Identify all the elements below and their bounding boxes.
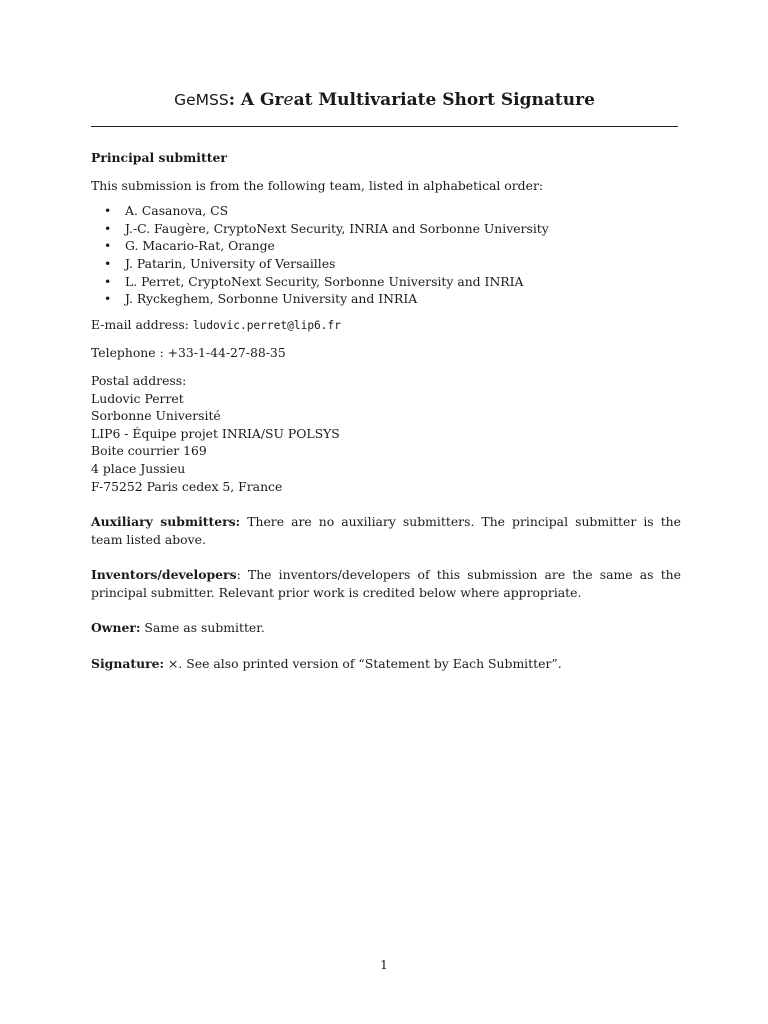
inventors-heading: Inventors/developers bbox=[91, 567, 237, 583]
postal-address-line: F-75252 Paris cedex 5, France bbox=[91, 478, 283, 494]
email-label: E-mail address: bbox=[91, 316, 193, 332]
telephone-line: Telephone : +33-1-44-27-88-35 bbox=[91, 345, 286, 361]
postal-address-line: Sorbonne Université bbox=[91, 408, 221, 424]
postal-address bbox=[91, 372, 681, 495]
title-rule bbox=[91, 126, 678, 127]
inventors-paragraph bbox=[91, 566, 681, 601]
email-line bbox=[91, 316, 681, 335]
list-item bbox=[104, 273, 681, 291]
owner-heading: Owner: bbox=[91, 620, 141, 636]
bullet-icon: • bbox=[104, 203, 112, 219]
postal-address-line: Boite courrier 169 bbox=[91, 443, 207, 459]
title-text-b: at Multivariate Short Signature bbox=[293, 90, 595, 110]
list-item bbox=[104, 237, 681, 255]
list-item bbox=[104, 202, 681, 220]
owner-paragraph bbox=[91, 619, 681, 637]
postal-address-line: 4 place Jussieu bbox=[91, 460, 186, 476]
postal-label: Postal address: bbox=[91, 372, 187, 388]
list-item bbox=[104, 255, 681, 273]
bullet-icon: • bbox=[104, 238, 112, 254]
postal-address-line: Ludovic Perret bbox=[91, 390, 184, 406]
team-list bbox=[91, 202, 681, 308]
title-text-italic-e: e bbox=[283, 90, 294, 110]
auxiliary-submitters-paragraph bbox=[91, 513, 681, 548]
team-member: A. Casanova, CS bbox=[125, 203, 229, 219]
bullet-icon: • bbox=[104, 255, 112, 271]
bullet-icon: • bbox=[104, 291, 112, 307]
document-body bbox=[91, 149, 681, 673]
team-member: J. Patarin, University of Versailles bbox=[125, 255, 336, 271]
bullet-icon: • bbox=[104, 220, 112, 236]
signature-text: ×. See also printed version of “Statement by Each Submitter”. bbox=[164, 656, 562, 672]
team-member: J.-C. Faugère, CryptoNext Security, INRIA and Sorbonne University bbox=[125, 220, 549, 236]
owner-text: Same as submitter. bbox=[140, 620, 265, 636]
team-member: J. Ryckeghem, Sorbonne University and INRIA bbox=[125, 291, 418, 307]
principal-submitter-heading: Principal submitter bbox=[91, 150, 227, 165]
bullet-icon: • bbox=[104, 273, 112, 289]
list-item bbox=[104, 290, 681, 308]
team-intro: This submission is from the following team, listed in alphabetical order: bbox=[91, 177, 544, 193]
title-scheme-name: GeMSS bbox=[174, 91, 229, 109]
signature-heading: Signature: bbox=[91, 656, 165, 672]
title-text-a: : A Gr bbox=[228, 90, 284, 110]
document-title bbox=[91, 88, 678, 112]
inventors-text: : The inventors/developers of this submission are the same as the principal submitter. Relevant prior work is credited below where appropriate. bbox=[91, 567, 681, 600]
team-member: L. Perret, CryptoNext Security, Sorbonne University and INRIA bbox=[125, 273, 524, 289]
team-member: G. Macario-Rat, Orange bbox=[125, 238, 275, 254]
auxiliary-submitters-heading: Auxiliary submitters: bbox=[91, 514, 241, 530]
email-address: ludovic.perret@lip6.fr bbox=[192, 318, 341, 332]
list-item bbox=[104, 220, 681, 238]
signature-paragraph bbox=[91, 655, 681, 673]
auxiliary-submitters-text: There are no auxiliary submitters. The principal submitter is the team listed above. bbox=[91, 514, 681, 547]
page-number: 1 bbox=[380, 957, 388, 972]
postal-address-line: LIP6 - Équipe projet INRIA/SU POLSYS bbox=[91, 425, 340, 441]
